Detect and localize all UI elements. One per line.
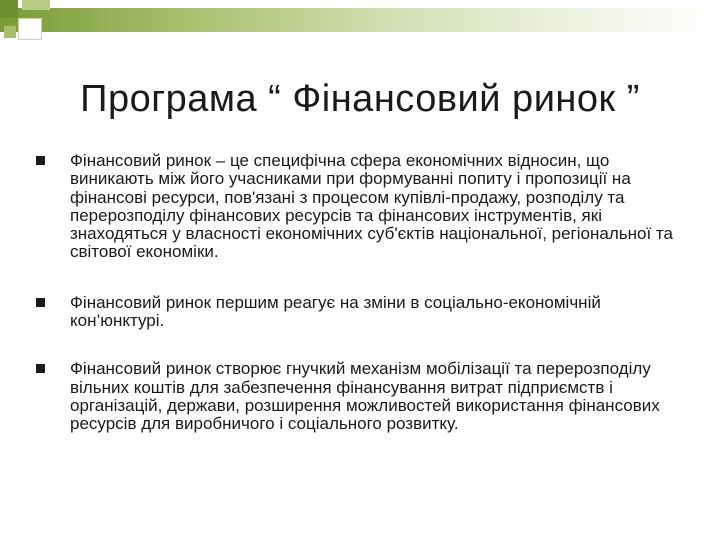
bullet-text: Фінансовий ринок створює гнучкий механізм мобілізації та перерозподілу вільних коштів для забезпечення фінансування витрат підприємств і організацій, держави, розширення можливостей використання фінансових ресурсів для виробничого і соціального розвитку. [70, 359, 660, 434]
square-bullet-icon [36, 364, 45, 373]
bullet-item [36, 294, 676, 331]
bullet-text: Фінансовий ринок – це специфічна сфера економічних відносин, що виникають між його учасниками при формуванні попиту і пропозиції на фінансові ресурси, пов'язані з процесом купівлі-продажу, розподілу та перерозподілу фінансових ресурсів та фінансових інструментів, які знаходяться у власності економічних суб'єктів національної, регіональної та світової економіки. [70, 151, 673, 262]
square-bullet-icon [36, 156, 45, 165]
bullet-text: Фінансовий ринок першим реагує на зміни в соціально-економічній кон’юнктурі. [70, 292, 601, 331]
decorative-square [18, 18, 42, 40]
bullet-item [36, 152, 676, 262]
bullet-item [36, 360, 676, 433]
header-gradient-band [0, 8, 720, 32]
decorative-square [22, 0, 50, 10]
bullet-list [36, 152, 676, 434]
square-bullet-icon [36, 298, 45, 307]
decorative-square [4, 26, 16, 38]
decorative-square [0, 0, 18, 18]
slide-title: Програма “ Фінансовий ринок ” [80, 78, 640, 120]
